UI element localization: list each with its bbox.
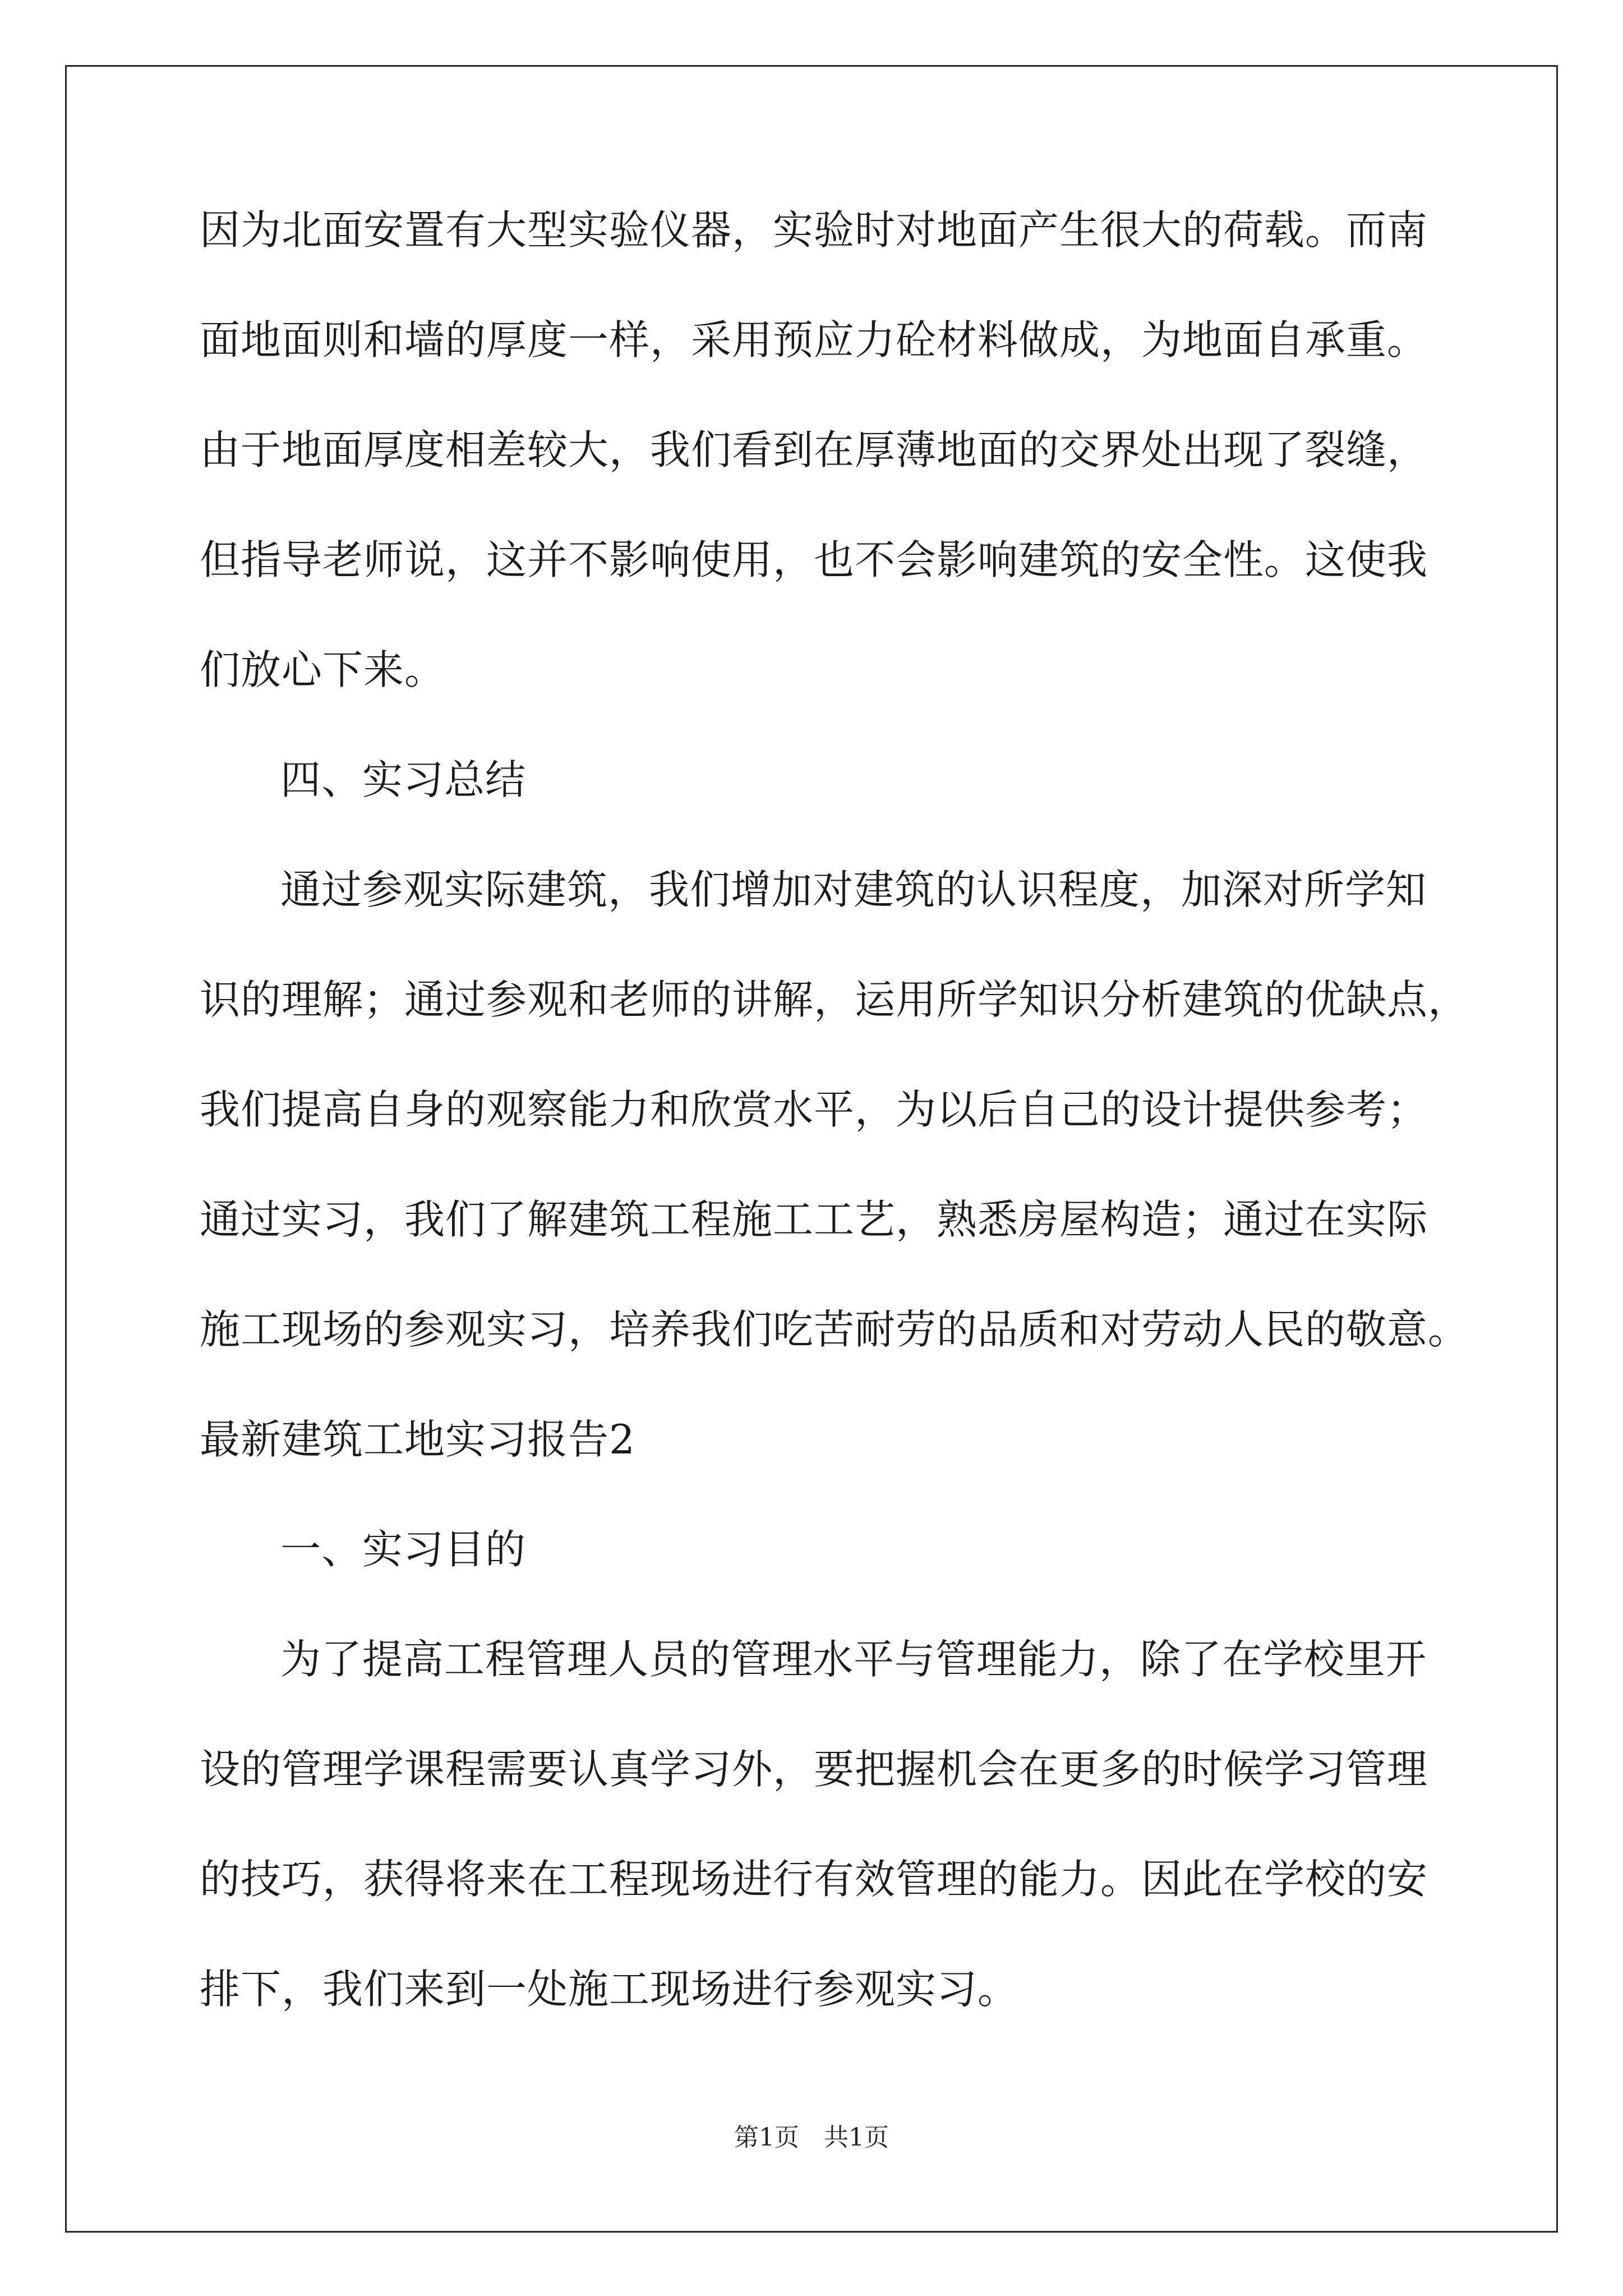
page-number: 第1页 xyxy=(734,2123,799,2152)
body-line: 的技巧，获得将来在工程现场进行有效管理的能力。因此在学校的安 xyxy=(200,1856,1428,1903)
body-line: 我们提高自身的观察能力和欣赏水平，为以后自己的设计提供参考； xyxy=(200,1086,1428,1133)
section-heading: 一、实习目的 xyxy=(280,1526,527,1573)
body-line: 通过实习，我们了解建筑工程施工工艺，熟悉房屋构造；通过在实际 xyxy=(200,1196,1428,1243)
page-footer xyxy=(0,2122,1623,2154)
report-title: 最新建筑工地实习报告2 xyxy=(200,1416,635,1463)
body-line: 由于地面厚度相差较大，我们看到在厚薄地面的交界处出现了裂缝， xyxy=(200,426,1428,473)
body-line: 排下，我们来到一处施工现场进行参观实习。 xyxy=(200,1966,1019,2013)
section-heading: 四、实习总结 xyxy=(280,756,527,803)
body-line: 因为北面安置有大型实验仪器，实验时对地面产生很大的荷载。而南 xyxy=(200,206,1428,254)
body-line: 们放心下来。 xyxy=(200,646,446,693)
body-line: 设的管理学课程需要认真学习外，要把握机会在更多的时候学习管理 xyxy=(200,1746,1428,1793)
body-line: 但指导老师说，这并不影响使用，也不会影响建筑的安全性。这使我 xyxy=(200,536,1428,583)
page-total: 共1页 xyxy=(824,2123,889,2152)
body-line: 为了提高工程管理人员的管理水平与管理能力，除了在学校里开 xyxy=(280,1636,1427,1683)
page-border xyxy=(65,65,1558,2233)
body-line: 识的理解；通过参观和老师的讲解，运用所学知识分析建筑的优缺点， xyxy=(200,976,1469,1023)
body-line: 施工现场的参观实习，培养我们吃苦耐劳的品质和对劳动人民的敬意。 xyxy=(200,1306,1469,1353)
body-line: 面地面则和墙的厚度一样，采用预应力砼材料做成，为地面自承重。 xyxy=(200,316,1428,364)
body-line: 通过参观实际建筑，我们增加对建筑的认识程度，加深对所学知 xyxy=(280,866,1427,913)
